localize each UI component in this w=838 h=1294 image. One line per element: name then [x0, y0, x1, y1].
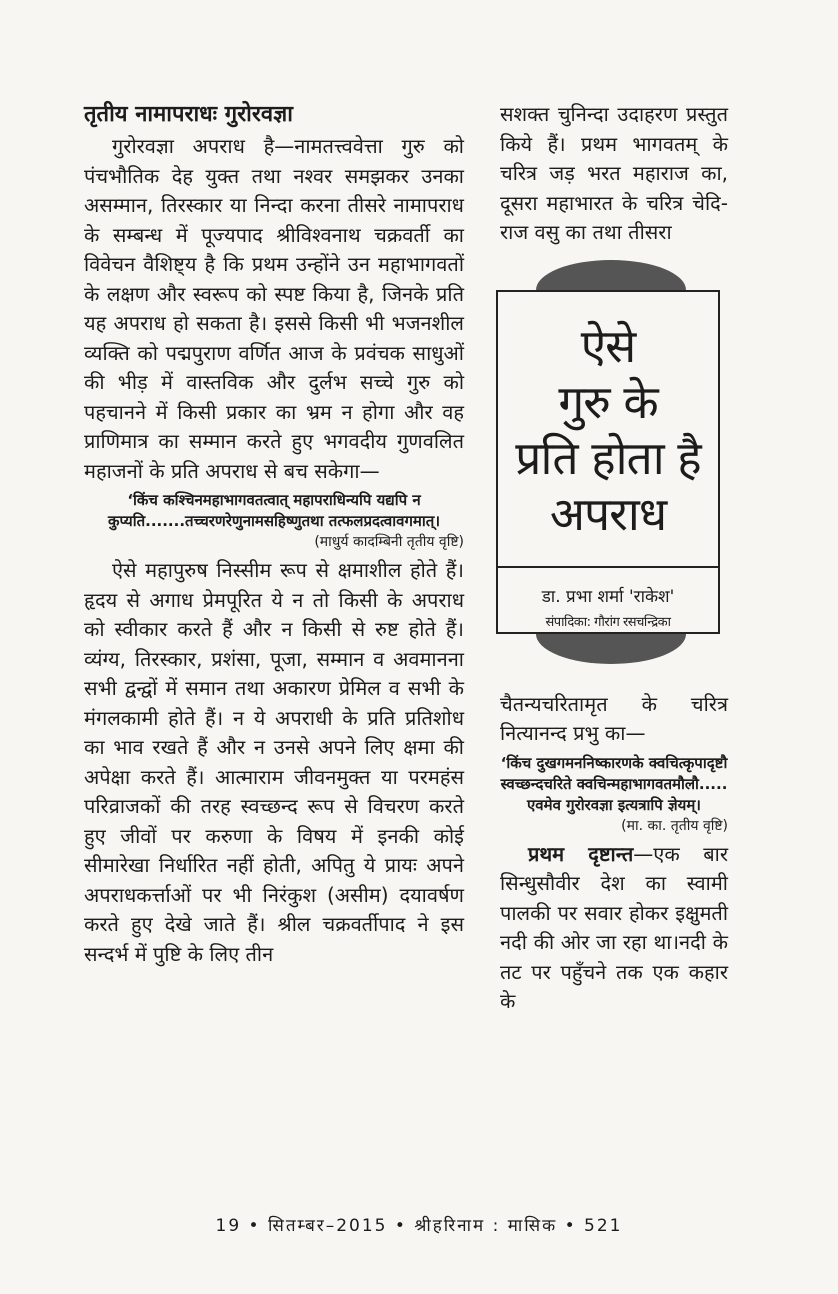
article-title-line-1: ऐसे: [580, 318, 636, 373]
sanskrit-quote-2: ‘किंच दुखगमननिष्कारणके क्वचित्कृपादृष्टौ स्वच्छन्दचरिते क्वचिन्महाभागवतमौलौ..... एवमेव गुरोरवज्ञा इत्यत्रापि ज्ञेयम्।: [500, 753, 728, 814]
article-title-line-2: गुरु के: [558, 374, 658, 429]
title-divider: [498, 566, 718, 568]
section-heading: तृतीय नामापराधः गुरोरवज्ञा: [84, 102, 293, 127]
quote-source-2: (मा. का. तृतीय वृष्टि): [621, 817, 728, 834]
author-name: डा. प्रभा शर्मा 'राकेश': [541, 586, 675, 607]
article-title-line-4: अपराध: [549, 486, 667, 541]
drishtant-text: —एक बार सिन्धुसौवीर देश का स्वामी पालकी पर सवार होकर इक्षुमती नदी की ओर जा रहा था।नदी के तट पर पहुँचने तक एक कहार के: [500, 841, 728, 1013]
title-box: [496, 260, 726, 664]
editor-name: संपादिका: गौरांग रसचन्द्रिका: [545, 614, 671, 630]
right-column: [500, 100, 728, 1017]
body-paragraph-3: सशक्त चुनिन्दा उदाहरण प्रस्तुत किये हैं। प्रथम भागवतम् के चरित्र जड़ भरत महाराज का, दूसरा महाभारत के चरित्र चेदि-राज वसु का तथा तीसरा: [500, 102, 728, 244]
sanskrit-quote-1: ‘किंच कश्चिनमहाभागवतत्वात् महापराधिन्यपि यद्यपि न कुप्यति.......तच्चरणरेणुनामसहिष्णुतथा तत्फलप्रदत्वावगमात्।: [107, 491, 441, 530]
body-paragraph-4: चैतन्यचरितामृत के चरित्र नित्यानन्द प्रभु का—: [500, 691, 728, 745]
article-title-line-3: प्रति होता है: [515, 430, 701, 485]
article-title: [498, 318, 718, 542]
drishtant-label: प्रथम दृष्टान्त: [528, 841, 634, 866]
body-paragraph-2: ऐसे महापुरुष निस्सीम रूप से क्षमाशील होते हैं।हृदय से अगाध प्रेमपूरित ये न तो किसी के अपराध को स्वीकार करते हैं और न किसी से रुष्ट होते हैं।व्यंग्य, तिरस्कार, प्रशंसा, पूजा, सम्मान व अवमानना सभी द्वन्द्वों में समान तथा अकारण प्रेमिल व सभी के मंगलकामी होते हैं। न ये अपराधी के प्रति प्रतिशोध का भाव रखते हैं और न उनसे अपने लिए क्षमा की अपेक्षा करते हैं। आत्माराम जीवनमुक्त या परमहंस परिव्राजकों की तरह स्वच्छन्द रूप से विचरण करते हुए जीवों पर करुणा के विषय में इनकी कोई सीमारेखा निर्धारित नहीं होती, अपितु ये प्रायः अपने अपराधकर्त्ताओं पर भी निरंकुश (असीम) दयावर्षण करते हुए देखे जाते हैं। श्रील चक्रवर्तीपाद ने इस सन्दर्भ में पुष्टि के लिए तीन: [84, 558, 464, 966]
quote-source-1: (माधुर्य कादम्बिनी तृतीय वृष्टि): [314, 534, 464, 550]
page-footer: 19 • सितम्बर–2015 • श्रीहरिनाम : मासिक • 521: [215, 1216, 623, 1236]
body-paragraph-5: [500, 840, 728, 1017]
left-column: [84, 100, 464, 969]
title-frame: [496, 290, 720, 634]
body-paragraph-1: गुरोरवज्ञा अपराध है—नामतत्त्ववेत्ता गुरु को पंचभौतिक देह युक्त तथा नश्वर समझकर उनका असम्मान, तिरस्कार या निन्दा करना तीसरे नामापराध के सम्बन्ध में पूज्यपाद श्रीविश्वनाथ चक्रवर्ती का विवेचन वैशिष्ट्य है कि प्रथम उन्होंने उन महाभागवतों के लक्षण और स्वरूप को स्पष्ट किया है, जिनके प्रति यह अपराध हो सकता है। इससे किसी भी भजनशील व्यक्ति को पद्मपुराण वर्णित आज के प्रवंचक साधुओं की भीड़ में वास्तविक और दुर्लभ सच्चे गुरु को पहचानने में किसी प्रकार का भ्रम न होगा और वह प्राणिमात्र का सम्मान करते हुए भगवदीय गुणवलित महाजनों के प्रति अपराध से बच सकेगा—: [84, 134, 464, 483]
